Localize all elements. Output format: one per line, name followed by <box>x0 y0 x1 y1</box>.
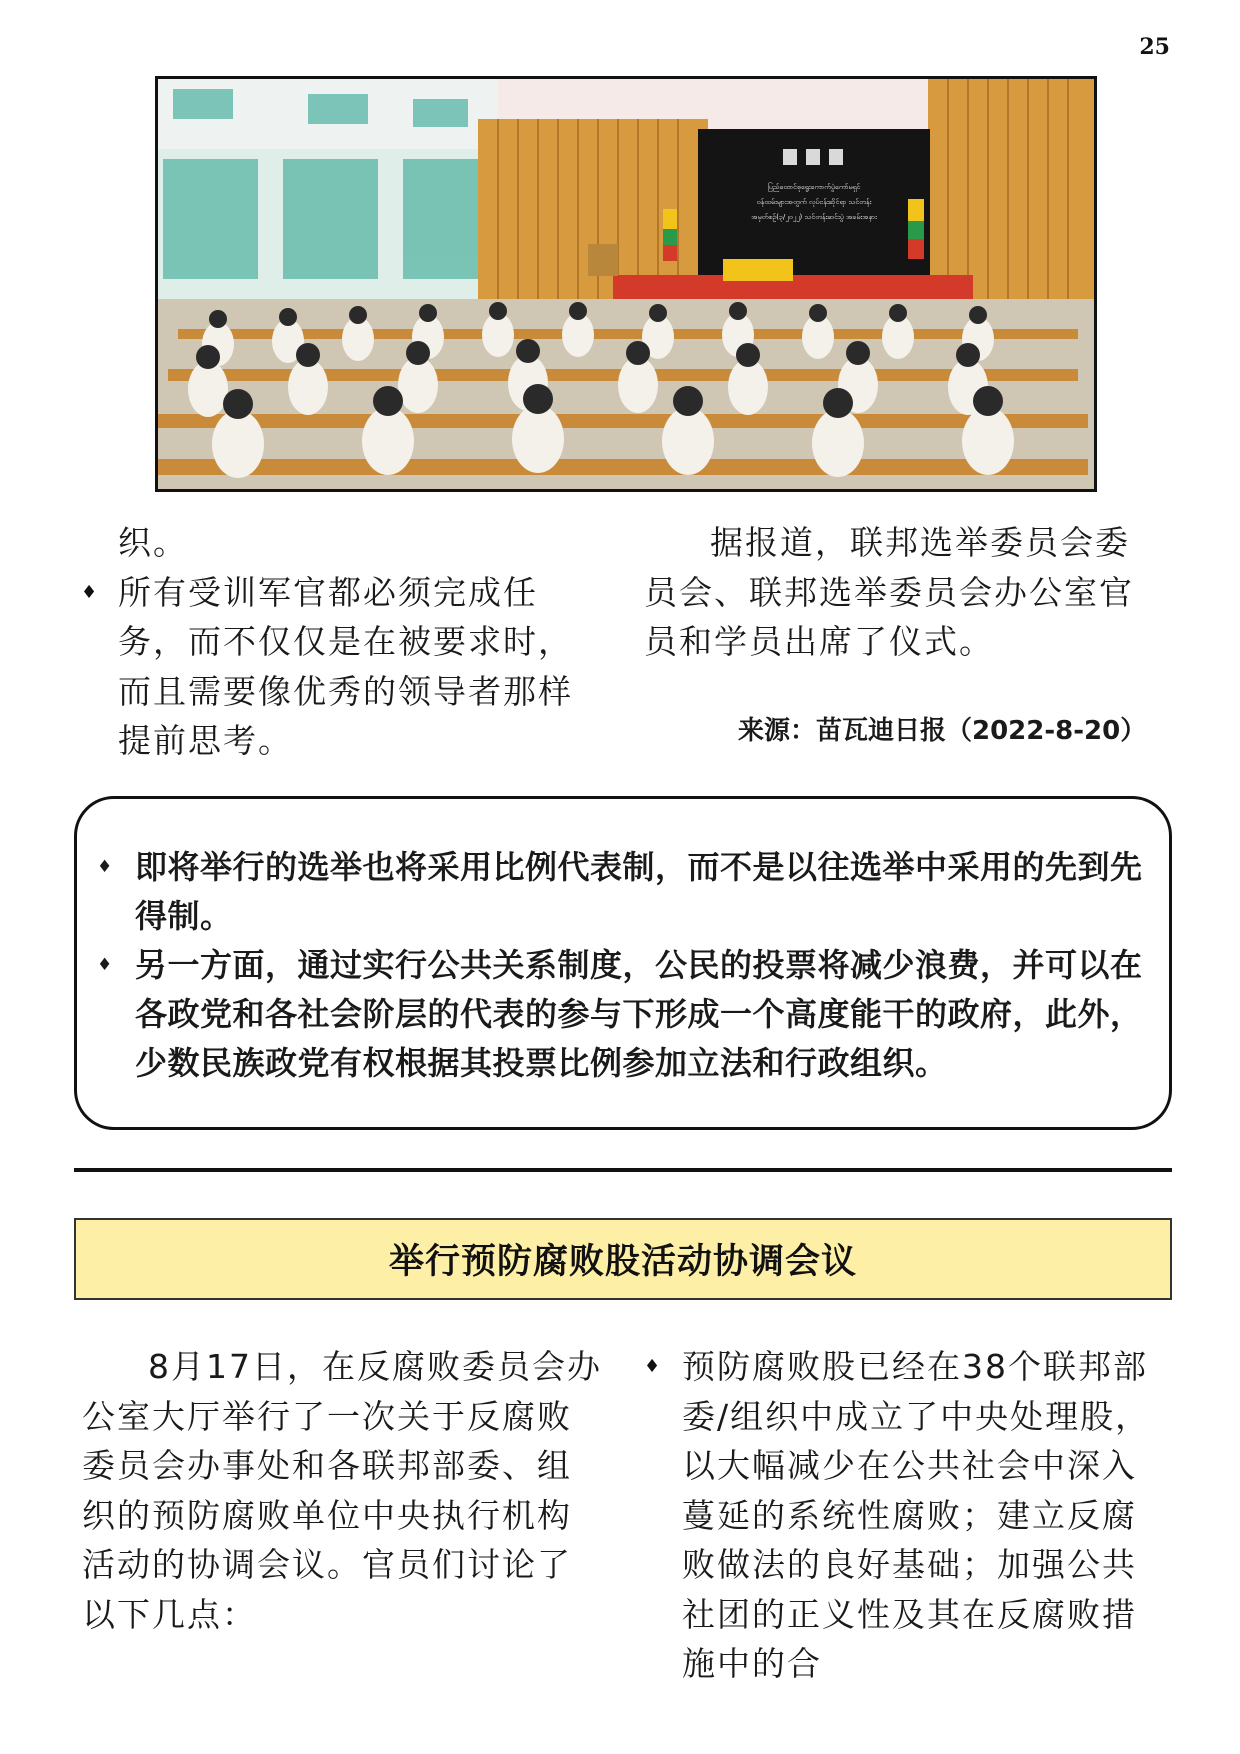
list-item <box>81 568 602 766</box>
diamond-bullet-icon: ♦ <box>81 581 100 603</box>
section-divider <box>74 1168 1172 1172</box>
bullet-text: 所有受训军官都必须完成任务，而不仅仅是在被要求时，而且需要像优秀的领导者那样提前思考。 <box>118 572 573 760</box>
page-number: 25 <box>1139 34 1170 60</box>
callout-item <box>97 941 1145 1088</box>
ceremony-hall-illustration <box>158 79 1094 489</box>
callout-item-text: 另一方面，通过实行公共关系制度，公民的投票将减少浪费，并可以在各政党和各社会阶层的代表的参与下形成一个高度能干的政府，此外，少数民族政党有权根据其投票比例参加立法和行政组织。 <box>135 946 1143 1082</box>
bullet-text: 预防腐败股已经在38个联邦部委/组织中成立了中央处理股，以大幅减少在公共社会中深入蔓延的系统性腐败；建立反腐败做法的良好基础；加强公共社团的正义性及其在反腐败措施中的合 <box>682 1347 1151 1683</box>
section-heading: 举行预防腐败股活动协调会议 <box>388 1242 857 1282</box>
callout-box <box>74 796 1172 1130</box>
backdrop-line-1: ပြည်ထောင်စုရွေးကောက်ပွဲကော်မရှင် <box>767 183 861 191</box>
continuation-text: 织。 <box>118 523 188 562</box>
ceremony-photo <box>155 76 1097 492</box>
right-column-bottom <box>644 1342 1164 1689</box>
left-column-top <box>81 518 602 766</box>
meeting-paragraph: 8月17日，在反腐败委员会办公室大厅举行了一次关于反腐败委员会办事处和各联邦部委、组织的预防腐败单位中央执行机构活动的协调会议。官员们讨论了以下几点： <box>82 1347 602 1634</box>
backdrop-line-3: အမှတ်စဉ်(၃/၂၀၂၂) သင်တန်းဆင်းပွဲ အခမ်းအနား <box>751 213 877 221</box>
report-paragraph: 据报道，联邦选举委员会委员会、联邦选举委员会办公室官员和学员出席了仪式。 <box>644 523 1134 661</box>
callout-item <box>97 843 1145 941</box>
left-column-bottom <box>82 1342 602 1639</box>
right-column-top <box>644 518 1164 667</box>
source-citation: 来源：苗瓦迪日报（2022-8-20） <box>738 716 1147 746</box>
section-heading-box <box>74 1218 1172 1300</box>
diamond-bullet-icon: ♦ <box>97 857 113 877</box>
diamond-bullet-icon: ♦ <box>97 955 113 975</box>
diamond-bullet-icon: ♦ <box>644 1356 663 1377</box>
list-item <box>644 1342 1164 1689</box>
callout-item-text: 即将举行的选举也将采用比例代表制，而不是以往选举中采用的先到先得制。 <box>135 848 1143 935</box>
backdrop-line-2: ဝန်ထမ်းများအတွက် လုပ်ငန်းဆိုင်ရာ သင်တန်း <box>756 198 872 206</box>
